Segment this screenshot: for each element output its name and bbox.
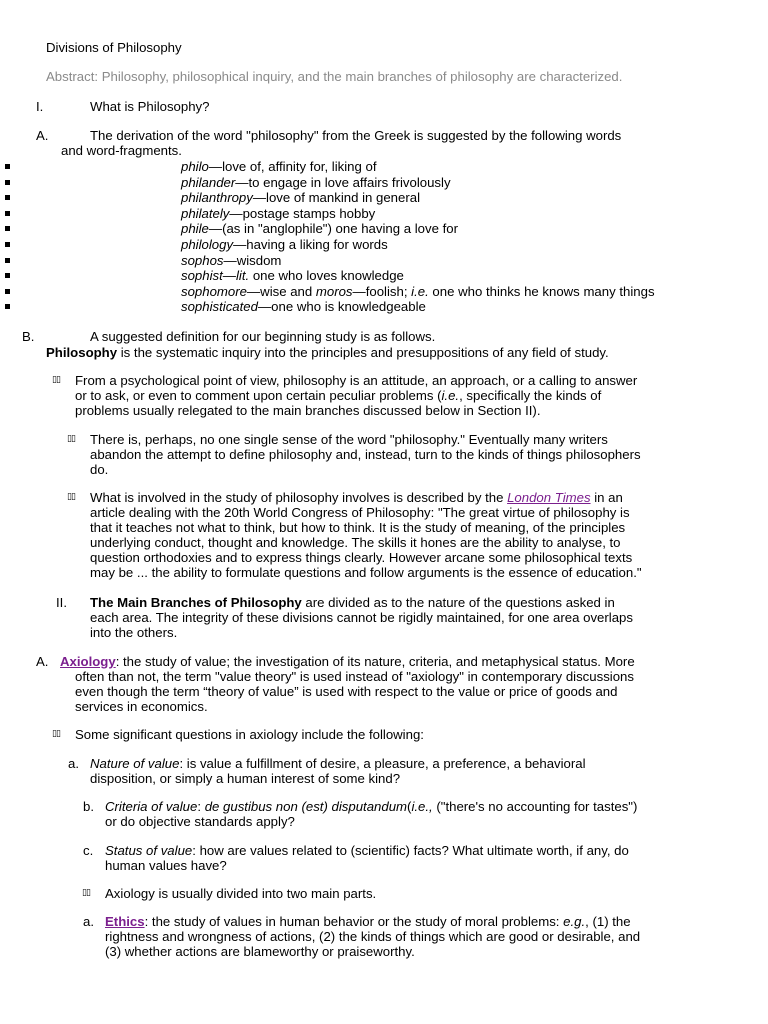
paragraph-line: may be ... the ability to formulate questions and follow arguments is the essence of education."	[90, 565, 642, 580]
word-term: sophisticated	[181, 299, 258, 315]
paragraph-line: Ethics: the study of values in human behavior or the study of moral problems: e.g., (1) the	[105, 914, 631, 929]
paragraph-line: even though the term “theory of value” is used with respect to the value or price of goods and	[75, 684, 618, 699]
word-definition: —foolish;	[352, 283, 412, 299]
word-definition: one who thinks he knows many things	[428, 283, 655, 299]
definition-term: Philosophy	[46, 345, 118, 360]
paragraph-line: or to ask, or even to comment upon certain peculiar problems (i.e., specifically the kinds of	[75, 388, 602, 403]
paragraph-line: Axiology: the study of value; the investigation of its nature, criteria, and metaphysical status. More	[60, 654, 635, 669]
list-item	[181, 299, 426, 314]
bullet-box-icon: ▯▯	[52, 375, 60, 385]
word-definition: —postage stamps hobby	[229, 205, 376, 221]
london-times-link[interactable]: London Times	[507, 490, 591, 505]
list-item	[181, 190, 420, 205]
definition-line: Philosophy is the systematic inquiry into the principles and presuppositions of any field of study.	[46, 345, 609, 360]
part-number: A.	[36, 128, 49, 143]
paragraph-line: services in economics.	[75, 699, 208, 714]
word-term: sophist	[181, 268, 223, 284]
list-item	[181, 237, 388, 252]
item-letter: a.	[68, 756, 79, 771]
word-term: philology	[181, 237, 234, 252]
abstract: Abstract: Philosophy, philosophical inquiry, and the main branches of philosophy are characterized.	[46, 69, 623, 84]
section-number: I.	[36, 99, 44, 114]
ethics-link[interactable]: Ethics	[105, 914, 145, 929]
axiology-link[interactable]: Axiology	[60, 654, 116, 669]
word-definition: —wise and	[246, 283, 316, 299]
bullet-icon	[5, 226, 10, 231]
section-heading: The Main Branches of Philosophy are divided as to the nature of the questions asked in	[90, 595, 615, 610]
word-definition: moros	[315, 283, 353, 299]
word-definition: —having a liking for words	[233, 237, 388, 252]
word-definition: —wisdom	[223, 252, 282, 268]
paragraph-line: disposition, or simply a human interest of some kind?	[90, 771, 401, 786]
bullet-icon	[5, 258, 10, 263]
word-definition: —love of, affinity for, liking of	[208, 159, 377, 174]
list-item	[181, 284, 655, 299]
paragraph-line: Axiology is usually divided into two main parts.	[105, 886, 377, 901]
bullet-icon	[5, 304, 10, 309]
word-definition: —to engage in love affairs frivolously	[235, 174, 451, 190]
paragraph-line: human values have?	[105, 858, 227, 873]
paragraph-line: Status of value: how are values related to (scientific) facts? What ultimate worth, if any, do	[105, 843, 629, 858]
paragraph-line: each area. The integrity of these divisions cannot be rigidly maintained, for one area overlaps	[90, 610, 633, 625]
word-definition: —love of mankind in general	[252, 190, 420, 206]
paragraph-line: Some significant questions in axiology include the following:	[75, 727, 424, 742]
word-definition: one who loves knowledge	[249, 268, 404, 284]
paragraph-line: There is, perhaps, no one single sense of the word "philosophy." Eventually many writers	[90, 432, 608, 447]
item-letter: c.	[83, 843, 94, 858]
word-term: philanthropy	[181, 190, 253, 206]
word-definition: —(as in "anglophile") one having a love for	[208, 221, 458, 237]
section-heading: What is Philosophy?	[90, 99, 210, 114]
list-item	[181, 221, 458, 236]
paragraph-line: or do objective standards apply?	[105, 814, 295, 829]
paragraph-line: Nature of value: is value a fulfillment of desire, a pleasure, a preference, a behavioral	[90, 756, 586, 771]
bullet-icon	[5, 164, 10, 169]
part-number: A.	[36, 654, 49, 669]
word-definition: —one who is knowledgeable	[257, 299, 426, 315]
paragraph-line: underlying conduct, thought and knowledge. The skills it hones are the ability to analyse, to	[90, 535, 621, 550]
list-item	[181, 159, 377, 174]
bullet-icon	[5, 242, 10, 247]
word-definition: —	[222, 268, 236, 284]
bullet-icon	[5, 289, 10, 294]
paragraph-line: Criteria of value: de gustibus non (est) disputandum(i.e., ("there's no accounting for tastes")	[105, 799, 638, 814]
word-term: phile	[181, 221, 209, 237]
paragraph-line: that it teaches not what to think, but how to think. It is the study of meaning, of the principles	[90, 520, 626, 535]
bullet-box-icon: ▯▯	[67, 434, 75, 444]
bullet-icon	[5, 195, 10, 200]
paragraph-line: question orthodoxies and to express things clearly. However arcane some philosophical texts	[90, 550, 633, 565]
word-definition: i.e.	[411, 283, 429, 299]
paragraph-line: often than not, the term "value theory" is used instead of "axiology" in contemporary discussions	[75, 669, 634, 684]
paragraph-line: A suggested definition for our beginning study is as follows.	[90, 329, 436, 344]
list-item	[181, 206, 375, 221]
paragraph-line: and word-fragments.	[61, 143, 182, 158]
item-letter: b.	[83, 799, 94, 814]
paragraph-line: The derivation of the word "philosophy" from the Greek is suggested by the following words	[90, 128, 622, 143]
paragraph-line: (3) whether actions are blameworthy or praiseworthy.	[105, 944, 415, 959]
list-item	[181, 268, 404, 283]
bullet-box-icon: ▯▯	[82, 888, 90, 898]
paragraph-line: into the others.	[90, 625, 178, 640]
list-item	[181, 175, 451, 190]
word-term: philo	[181, 159, 209, 174]
item-letter: a.	[83, 914, 94, 929]
word-term: philately	[181, 205, 230, 221]
word-term: sophos	[181, 252, 224, 268]
bullet-icon	[5, 273, 10, 278]
paragraph-line: abandon the attempt to define philosophy and, instead, turn to the kinds of things philosophers	[90, 447, 641, 462]
part-number: B.	[22, 329, 35, 344]
section-number: II.	[56, 595, 67, 610]
paragraph-line: do.	[90, 462, 109, 477]
paragraph-line: rightness and wrongness of actions, (2) the kinds of things which are good or desirable, and	[105, 929, 641, 944]
paragraph-line: article dealing with the 20th World Congress of Philosophy: "The great virtue of philosophy is	[90, 505, 630, 520]
bullet-icon	[5, 180, 10, 185]
paragraph-line: What is involved in the study of philosophy involves is described by the London Times in an	[90, 490, 623, 505]
word-definition: lit.	[235, 268, 250, 284]
paragraph-line: From a psychological point of view, philosophy is an attitude, an approach, or a calling to answer	[75, 373, 638, 388]
list-item	[181, 253, 281, 268]
word-term: philander	[181, 174, 236, 190]
document-title: Divisions of Philosophy	[46, 40, 182, 55]
paragraph-line: problems usually relegated to the main branches discussed below in Section II).	[75, 403, 541, 418]
bullet-icon	[5, 211, 10, 216]
bullet-box-icon: ▯▯	[52, 729, 60, 739]
word-term: sophomore	[181, 283, 247, 299]
bullet-box-icon: ▯▯	[67, 492, 75, 502]
